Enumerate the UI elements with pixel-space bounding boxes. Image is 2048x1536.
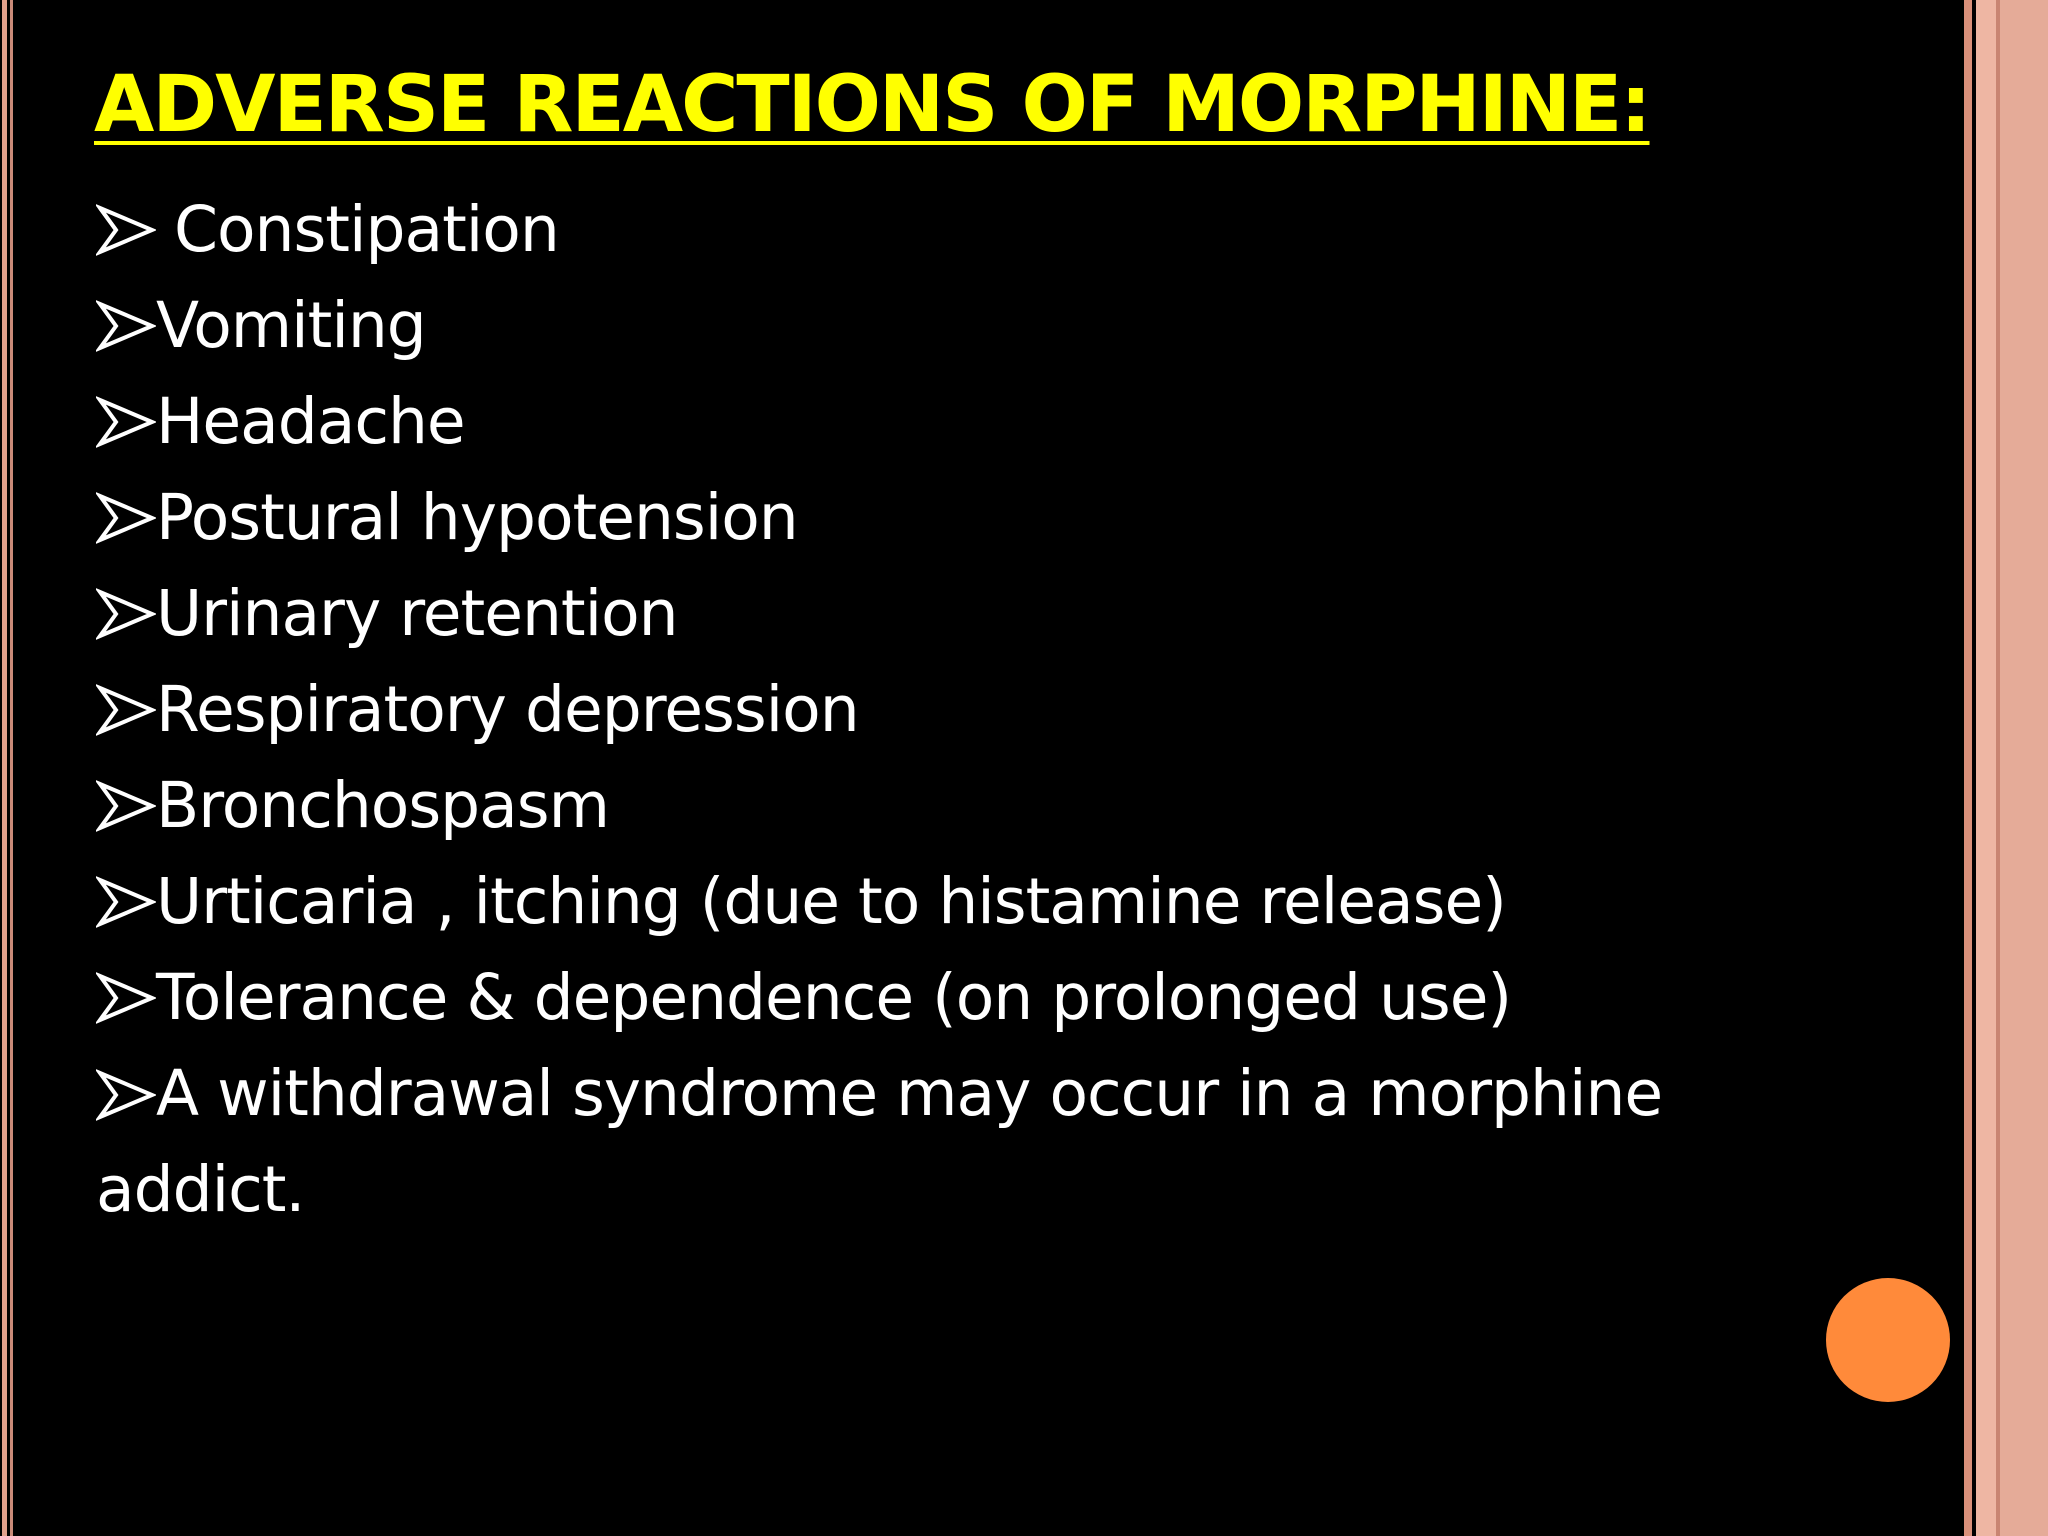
accent-dot bbox=[1826, 1278, 1950, 1402]
list-item-text: Postural hypotension bbox=[156, 481, 798, 554]
list-item bbox=[96, 470, 1896, 566]
list-item-text: Headache bbox=[156, 385, 465, 458]
arrowhead-bullet-icon bbox=[96, 968, 156, 1028]
arrowhead-bullet-icon bbox=[96, 584, 156, 644]
arrowhead-bullet-icon bbox=[96, 1065, 156, 1125]
list-item bbox=[96, 182, 1896, 278]
arrowhead-bullet-icon bbox=[96, 680, 156, 740]
adverse-reactions-list bbox=[96, 182, 1896, 1238]
list-item bbox=[96, 854, 1896, 950]
list-item-text: Tolerance & dependence (on prolonged use) bbox=[156, 961, 1512, 1034]
left-border bbox=[0, 0, 18, 1536]
arrowhead-bullet-icon bbox=[96, 200, 156, 260]
list-item-text: Vomiting bbox=[156, 289, 426, 362]
list-item bbox=[96, 566, 1896, 662]
list-item-text: A withdrawal syndrome may occur in a morphine addict. bbox=[96, 1057, 1663, 1226]
right-frame-line bbox=[1964, 0, 1972, 1536]
list-item-text: Bronchospasm bbox=[156, 769, 609, 842]
list-item-text: Urticaria , itching (due to histamine release) bbox=[156, 865, 1506, 938]
right-frame-band bbox=[1976, 0, 1996, 1536]
list-item bbox=[96, 950, 1896, 1046]
arrowhead-bullet-icon bbox=[96, 392, 156, 452]
list-item bbox=[96, 662, 1896, 758]
arrowhead-bullet-icon bbox=[96, 296, 156, 356]
list-item bbox=[96, 1046, 1856, 1238]
arrowhead-bullet-icon bbox=[96, 776, 156, 836]
right-frame bbox=[1958, 0, 2048, 1536]
list-item-text: Constipation bbox=[174, 193, 559, 266]
list-item bbox=[96, 278, 1896, 374]
list-item-text: Urinary retention bbox=[156, 577, 678, 650]
slide-title: ADVERSE REACTIONS OF MORPHINE: bbox=[94, 60, 1650, 150]
right-frame-band bbox=[2000, 0, 2048, 1536]
list-item bbox=[96, 758, 1896, 854]
list-item-text: Respiratory depression bbox=[156, 673, 859, 746]
left-border-stripe bbox=[10, 0, 13, 1536]
arrowhead-bullet-icon bbox=[96, 488, 156, 548]
list-item bbox=[96, 374, 1896, 470]
left-border-stripe bbox=[2, 0, 7, 1536]
arrowhead-bullet-icon bbox=[96, 872, 156, 932]
